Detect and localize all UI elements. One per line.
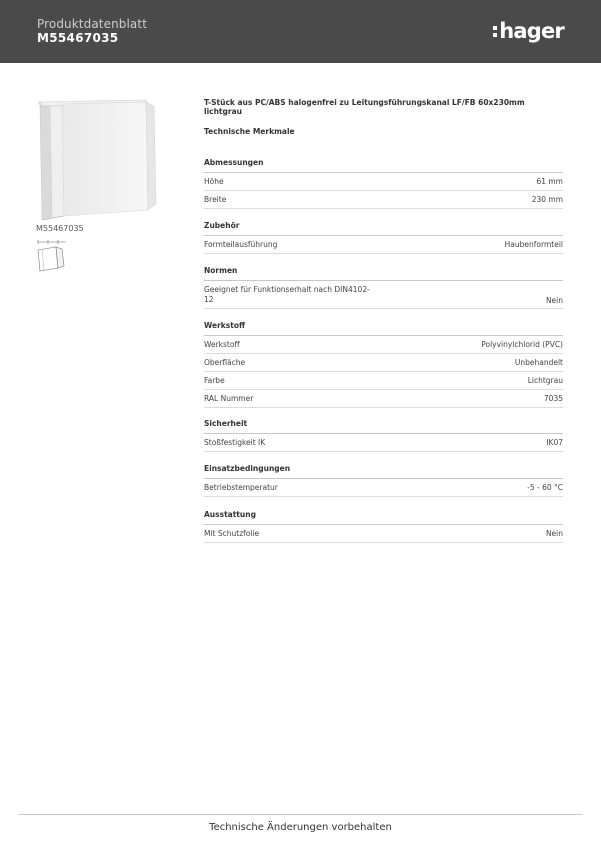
group-normen [204,266,563,309]
group-werkstoff [204,321,563,408]
spec-label: Geeignet für Funktionserhalt nach DIN4102-12 [204,284,370,304]
spec-value: Unbehandelt [514,358,563,367]
spec-row [204,336,563,354]
spec-row [204,525,563,543]
spec-row [204,236,563,254]
spec-row [204,390,563,408]
spec-value: 7035 [543,394,563,403]
group-title: Einsatzbedingungen [204,464,563,479]
footer-note: Technische Änderungen vorbehalten [209,822,392,833]
product-title: T-Stück aus PC/ABS halogenfrei zu Leitungsführungskanal LF/FB 60x230mm lichtgrau [204,98,525,116]
spec-label: Oberfläche [204,357,246,367]
spec-value: Polyvinylchlorid (PVC) [481,340,563,349]
spec-row [204,479,563,497]
spec-content [204,98,563,538]
spec-label: Farbe [204,375,225,385]
image-caption: M55467035 [36,224,84,233]
footer-divider [18,814,583,815]
spec-label: Werkstoff [204,339,240,349]
spec-row [204,434,563,452]
group-ausstattung [204,510,563,543]
technical-drawing-icon [36,238,70,274]
group-title: Werkstoff [204,321,563,336]
group-title: Zubehör [204,221,563,236]
document-type: Produktdatenblatt [37,17,147,31]
spec-label: Mit Schutzfolie [204,528,260,538]
spec-value: -5 - 60 °C [527,483,563,492]
group-title: Ausstattung [204,510,563,525]
spec-row [204,372,563,390]
spec-value: Haubenformteil [504,240,563,249]
group-title: Abmessungen [204,158,563,173]
spec-value: Nein [545,296,563,305]
spec-label: RAL Nummer [204,393,254,403]
hager-logo [493,19,564,43]
spec-row [204,281,563,309]
group-title: Normen [204,266,563,281]
spec-label: Höhe [204,176,224,186]
header-bar [0,0,601,63]
spec-label: Formteilausführung [204,239,278,249]
group-zubehoer [204,221,563,254]
section-technical-features: Technische Merkmale [204,127,295,136]
product-image [36,98,160,222]
article-number: M55467035 [37,31,119,45]
spec-row [204,191,563,209]
group-einsatzbedingungen [204,464,563,497]
spec-value: Nein [545,529,563,538]
spec-value: 61 mm [536,177,563,186]
spec-row [204,354,563,372]
spec-value: Lichtgrau [527,376,563,385]
logo-wordmark: hager [499,18,564,43]
group-sicherheit [204,419,563,452]
spec-label: Breite [204,194,227,204]
spec-label: Betriebstemperatur [204,482,278,492]
group-title: Sicherheit [204,419,563,434]
group-abmessungen [204,158,563,209]
spec-row [204,173,563,191]
logo-dots-icon [493,26,497,37]
spec-value: 230 mm [531,195,563,204]
spec-label: Stoßfestigkeit IK [204,437,266,447]
spec-value: IK07 [546,438,563,447]
